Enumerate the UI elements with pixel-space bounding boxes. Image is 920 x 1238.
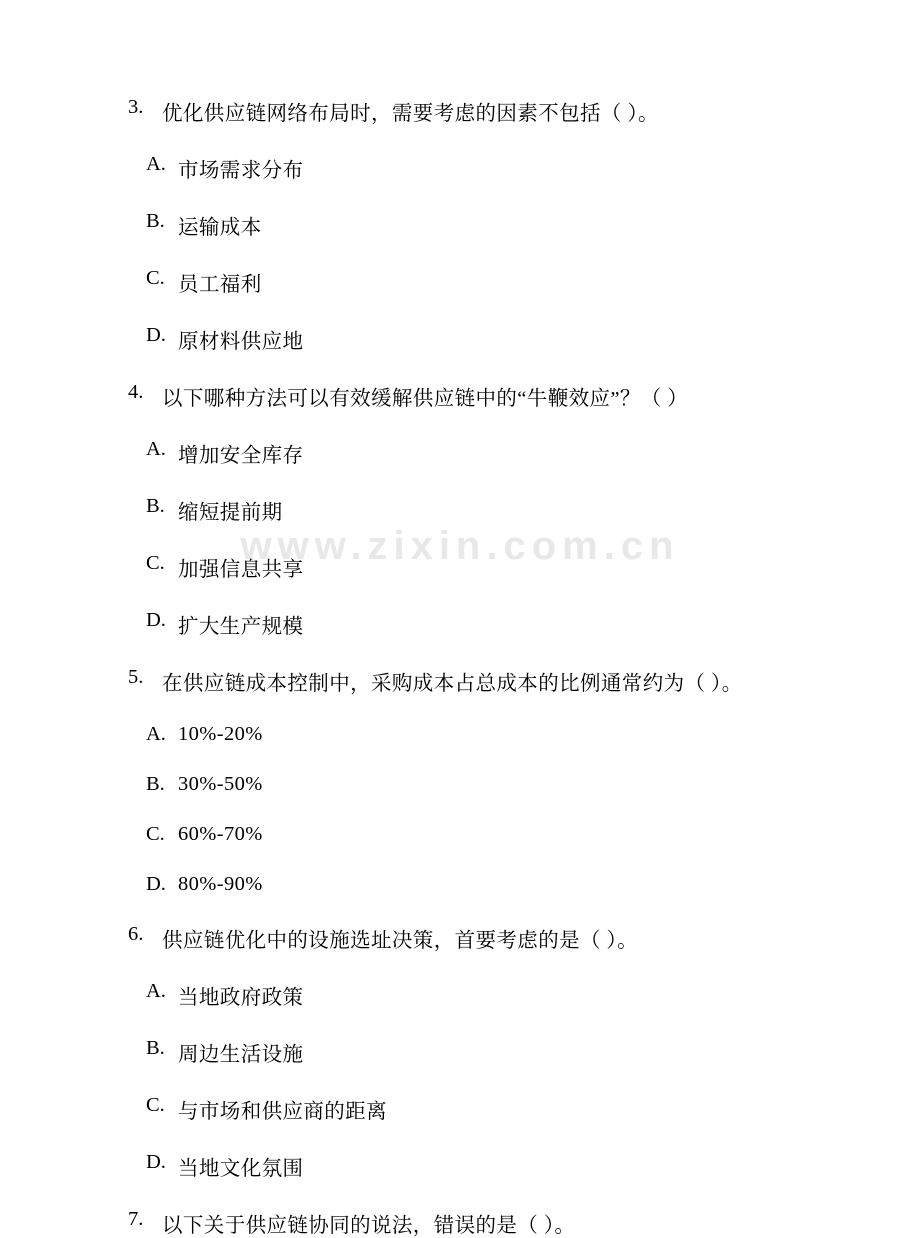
question-item [128, 923, 828, 953]
option-item[interactable] [128, 267, 828, 297]
option-item[interactable] [128, 153, 828, 183]
option-text: 30%-50% [178, 773, 263, 795]
question-item [128, 666, 828, 696]
option-item[interactable] [128, 210, 828, 240]
option-item[interactable] [128, 980, 828, 1010]
question-item [128, 381, 828, 411]
question-number: 3. [128, 96, 144, 118]
option-text: 10%-20% [178, 723, 263, 745]
question-text: 供应链优化中的设施选址决策，首要考虑的是（ ）。 [162, 930, 638, 952]
option-letter: D. [146, 609, 166, 631]
question-number: 7. [128, 1208, 144, 1230]
option-letter: B. [146, 495, 165, 517]
option-text: 当地政府政策 [178, 987, 304, 1009]
option-text: 原材料供应地 [178, 331, 304, 353]
option-letter: D. [146, 1151, 166, 1173]
option-text: 与市场和供应商的距离 [178, 1101, 387, 1123]
option-text: 扩大生产规模 [178, 616, 304, 638]
option-letter: B. [146, 773, 165, 795]
option-text: 80%-90% [178, 873, 263, 895]
option-letter: C. [146, 267, 165, 289]
option-item[interactable] [128, 609, 828, 639]
option-item[interactable] [128, 723, 828, 746]
question-text: 在供应链成本控制中，采购成本占总成本的比例通常约为（ ）。 [162, 673, 743, 695]
option-item[interactable] [128, 324, 828, 354]
option-text: 加强信息共享 [178, 559, 304, 581]
option-item[interactable] [128, 1094, 828, 1124]
document-content [128, 96, 828, 1238]
option-item[interactable] [128, 873, 828, 896]
option-letter: B. [146, 210, 165, 232]
question-text: 优化供应链网络布局时，需要考虑的因素不包括（ ）。 [162, 103, 659, 125]
option-text: 市场需求分布 [178, 160, 304, 182]
question-number: 6. [128, 923, 144, 945]
option-item[interactable] [128, 1037, 828, 1067]
option-item[interactable] [128, 438, 828, 468]
option-letter: A. [146, 153, 166, 175]
question-item [128, 1208, 828, 1238]
option-text: 增加安全库存 [178, 445, 304, 467]
option-text: 当地文化氛围 [178, 1158, 304, 1180]
option-item[interactable] [128, 495, 828, 525]
option-letter: A. [146, 723, 166, 745]
question-item [128, 96, 828, 126]
option-item[interactable] [128, 773, 828, 796]
question-text: 以下哪种方法可以有效缓解供应链中的“牛鞭效应”？（ ） [162, 388, 689, 410]
option-letter: C. [146, 1094, 165, 1116]
option-item[interactable] [128, 552, 828, 582]
option-letter: A. [146, 438, 166, 460]
option-text: 周边生活设施 [178, 1044, 304, 1066]
watermark: www.zixin.com.cn [240, 524, 680, 568]
option-text: 缩短提前期 [178, 502, 283, 524]
option-text: 60%-70% [178, 823, 263, 845]
option-letter: D. [146, 873, 166, 895]
option-item[interactable] [128, 823, 828, 846]
question-text: 以下关于供应链协同的说法，错误的是（ ）。 [162, 1215, 576, 1237]
question-number: 4. [128, 381, 144, 403]
option-letter: C. [146, 552, 165, 574]
option-item[interactable] [128, 1151, 828, 1181]
option-text: 员工福利 [178, 274, 262, 296]
question-number: 5. [128, 666, 144, 688]
option-letter: B. [146, 1037, 165, 1059]
option-letter: C. [146, 823, 165, 845]
option-letter: A. [146, 980, 166, 1002]
option-text: 运输成本 [178, 217, 262, 239]
option-letter: D. [146, 324, 166, 346]
